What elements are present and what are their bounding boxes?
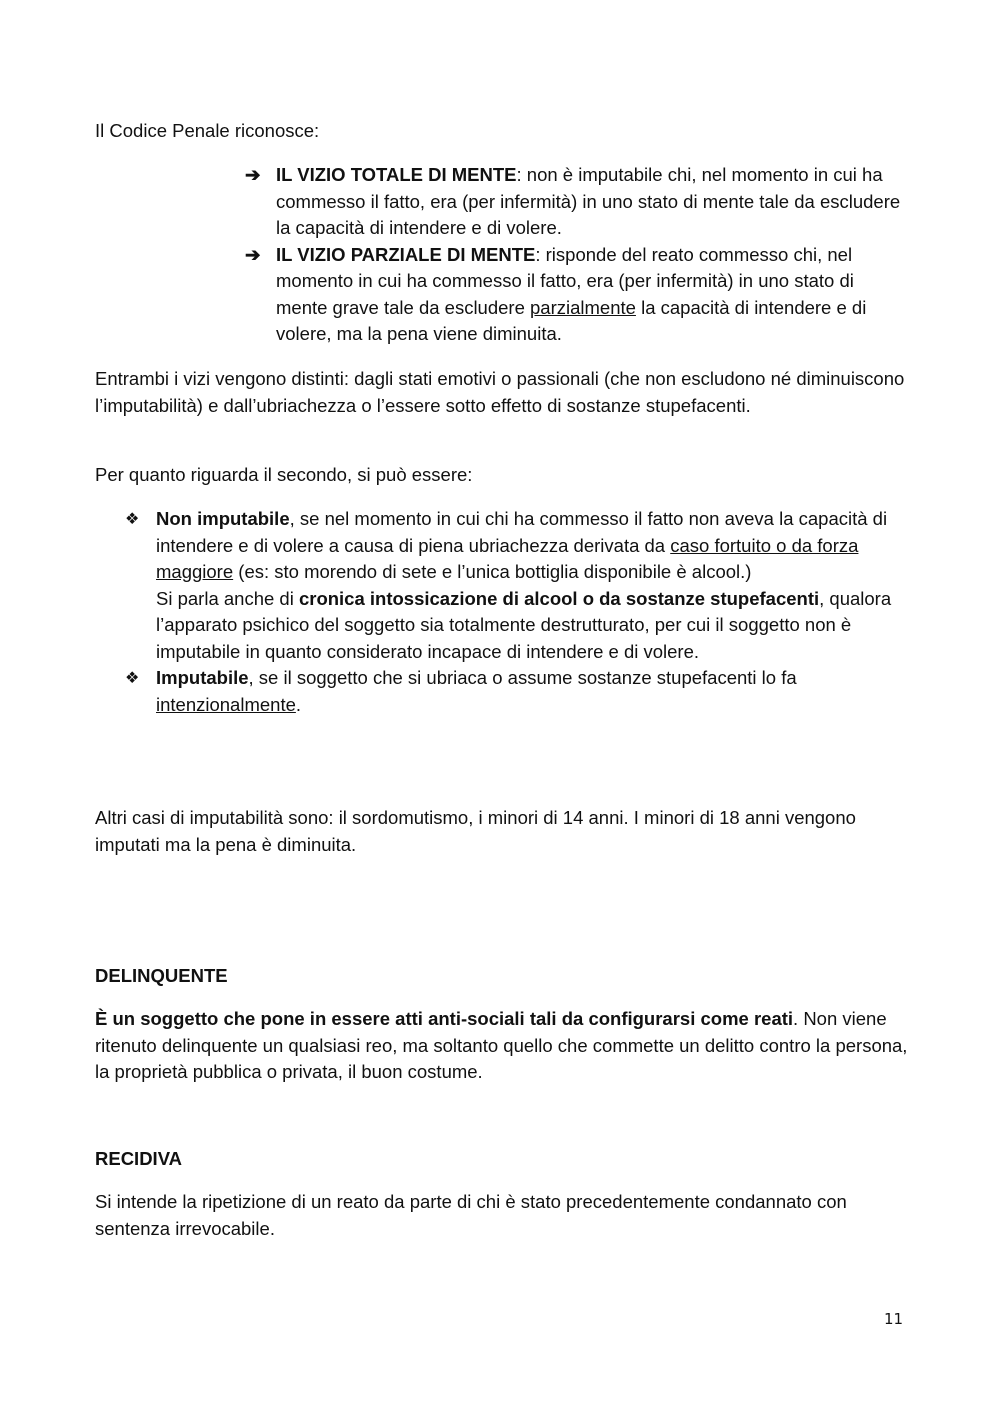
list-item [245,242,910,348]
vizio-title: IL VIZIO PARZIALE DI MENTE [276,243,536,265]
item-text: (es: sto morendo di sete e l’unica bottiglia disponibile è alcool.) [233,561,752,582]
imputabilita-list [125,506,915,718]
intro-text: Il Codice Penale riconosce: [95,120,320,141]
list-item [125,665,915,718]
altri-casi-paragraph: Altri casi di imputabilità sono: il sordomutismo, i minori di 14 anni. I minori di 18 anni vengono imputati ma la pena è diminuita. [95,807,856,855]
item-text: , qualora l’apparato psichico del soggetto sia totalmente destrutturato, per cui il soggetto non è imputabile in quanto considerato incapace di intendere e di volere. [156,587,892,662]
arrow-icon: ➔ [245,164,261,185]
vizio-underlined: parzialmente [530,296,636,318]
list-item [125,506,915,665]
item-text: , se il soggetto che si ubriaca o assume sostanze stupefacenti lo fa [248,667,797,688]
item-title: Non imputabile [156,508,290,529]
item-bold: cronica intossicazione di alcool o da sostanze stupefacenti [298,587,820,609]
list-item [245,162,910,242]
item-title: Imputabile [156,667,249,688]
page-number: 11 [884,1310,904,1328]
per-quanto-paragraph: Per quanto riguarda il secondo, si può essere: [95,464,473,485]
delinquente-paragraph [95,1006,910,1086]
vizi-list [245,162,910,348]
diamond-bullet-icon: ❖ [125,509,140,528]
item-text: . [295,693,302,715]
item-text: Si parla anche di [156,587,299,609]
delinquente-definition: È un soggetto che pone in essere atti anti-sociali tali da configurarsi come reati [95,1008,794,1029]
diamond-bullet-icon: ❖ [125,668,140,687]
item-underlined: caso fortuito o da forza maggiore [156,534,859,582]
vizio-text: : non è imputabile chi, nel momento in cui ha commesso il fatto, era (per infermità) in uno stato di mente tale da escludere la capacità di intendere e di volere. [276,164,901,238]
entrambi-paragraph: Entrambi i vizi vengono distinti: dagli stati emotivi o passionali (che non escludono né diminuiscono l’imputabilità) e dall’ubriachezza o l’essere sotto effetto di sostanze stupefacenti. [95,368,905,416]
vizio-title: IL VIZIO TOTALE DI MENTE [276,164,517,185]
item-text: , se nel momento in cui chi ha commesso il fatto non aveva la capacità di intendere e di volere a causa di piena ubriachezza derivata da [156,508,888,556]
vizio-text: : risponde del reato commesso chi, nel momento in cui ha commesso il fatto, era (per infermità) in uno stato di mente grave tale da escludere [276,243,854,318]
section-heading-recidiva: RECIDIVA [95,1148,183,1169]
item-underlined: intenzionalmente [156,693,296,715]
arrow-icon: ➔ [245,243,261,265]
recidiva-paragraph: Si intende la ripetizione di un reato da parte di chi è stato precedentemente condannato con sentenza irrevocabile. [95,1191,847,1239]
section-heading-delinquente: DELINQUENTE [95,965,228,986]
vizio-text-end: la capacità di intendere e di volere, ma la pena viene diminuita. [276,296,867,344]
delinquente-text: . Non viene ritenuto delinquente un qualsiasi reo, ma soltanto quello che commette un delitto contro la persona, la proprietà pubblica o privata, il buon costume. [95,1008,908,1082]
